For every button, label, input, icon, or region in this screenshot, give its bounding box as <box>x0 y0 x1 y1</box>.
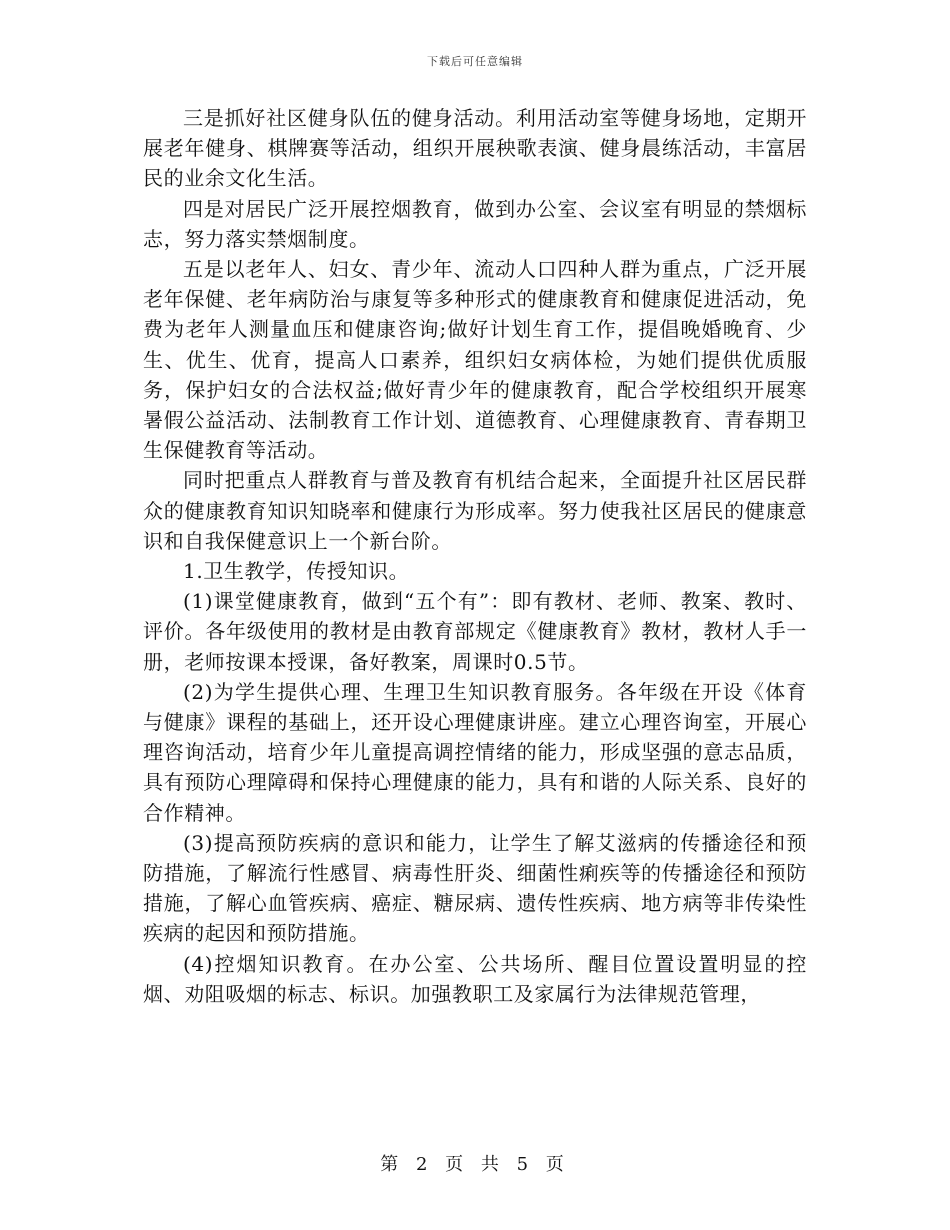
paragraph-tobacco-control: 四是对居民广泛开展控烟教育，做到办公室、会议室有明显的禁烟标志，努力落实禁烟制度。 <box>143 196 807 251</box>
page-number: 第 2 页 共 5 页 <box>380 1154 570 1175</box>
body-text <box>143 103 807 1009</box>
paragraph-section-heading: 1.卫生教学，传授知识。 <box>183 559 410 584</box>
paragraph-community-fitness: 三是抓好社区健身队伍的健身活动。利用活动室等健身场地，定期开展老年健身、棋牌赛等活动，组织开展秧歌表演、健身晨练活动，丰富居民的业余文化生活。 <box>143 106 807 191</box>
paragraph-combined-education: 同时把重点人群教育与普及教育有机结合起来，全面提升社区居民群众的健康教育知识知晓率和健康行为形成率。努力使我社区居民的健康意识和自我保健意识上一个新台阶。 <box>143 468 807 553</box>
paragraph-key-groups: 五是以老年人、妇女、青少年、流动人口四种人群为重点，广泛开展老年保健、老年病防治与康复等多种形式的健康教育和健康促进活动，免费为老年人测量血压和健康咨询;做好计划生育工作，提倡晚婚晚育、少生、优生、优育，提高人口素养，组织妇女病体检，为她们提供优质服务，保护妇女的合法权益;做好青少年的健康教育，配合学校组织开展寒暑假公益活动、法制教育工作计划、道德教育、心理健康教育、青春期卫生保健教育等活动。 <box>143 257 807 463</box>
paragraph-item-3: (3)提高预防疾病的意识和能力，让学生了解艾滋病的传播途径和预防措施，了解流行性感冒、病毒性肝炎、细菌性痢疾等的传播途径和预防措施，了解心血管疾病、癌症、糖尿病、遗传性疾病、地方病等非传染性疾病的起因和预防措施。 <box>143 830 807 946</box>
paragraph-item-2: (2)为学生提供心理、生理卫生知识教育服务。各年级在开设《体育与健康》课程的基础上，还开设心理健康讲座。建立心理咨询室，开展心理咨询活动，培育少年儿童提高调控情绪的能力，形成坚强的意志品质，具有预防心理障碍和保持心理健康的能力，具有和谐的人际关系、良好的合作精神。 <box>143 679 807 825</box>
paragraph-item-1: (1)课堂健康教育，做到“五个有”：即有教材、老师、教案、教时、评价。各年级使用的教材是由教育部规定《健康教育》教材，教材人手一册，老师按课本授课，备好教案，周课时0.5节。 <box>143 589 807 674</box>
header-note: 下载后可任意编辑 <box>427 55 523 68</box>
paragraph-item-4: (4)控烟知识教育。在办公室、公共场所、醒目位置设置明显的控烟、劝阻吸烟的标志、标识。加强教职工及家属行为法律规范管理， <box>143 951 807 1006</box>
